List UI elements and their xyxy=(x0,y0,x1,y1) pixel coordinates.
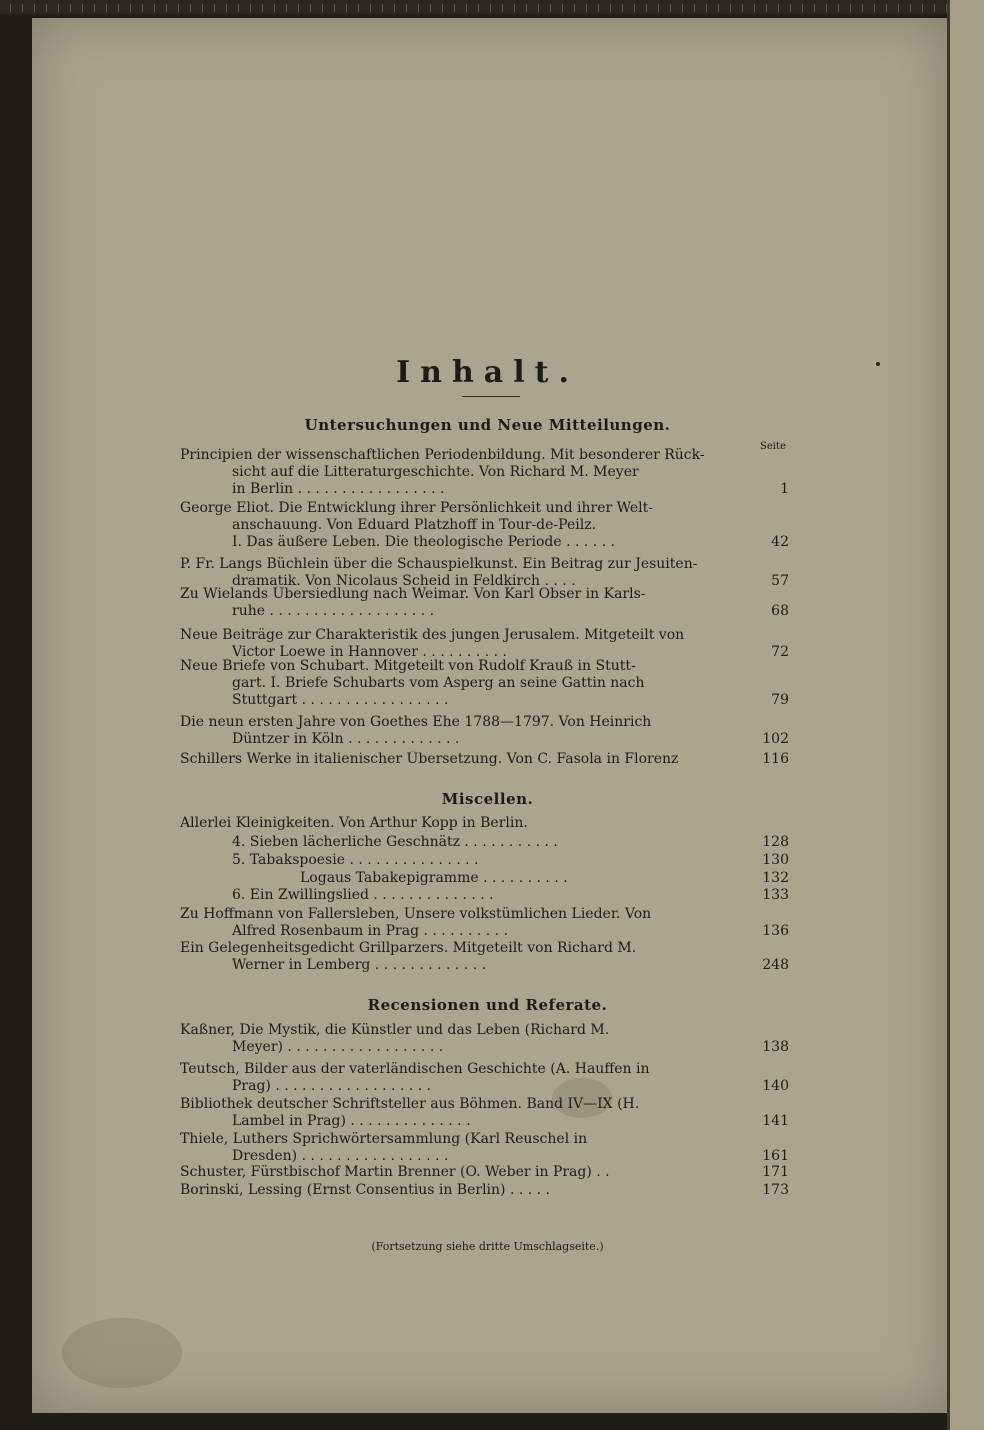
ruler-tick xyxy=(586,4,587,12)
ruler-tick xyxy=(322,4,323,12)
toc-entry xyxy=(180,870,795,887)
ruler-tick xyxy=(394,4,395,12)
page-title: Inhalt. xyxy=(396,355,579,390)
ruler-tick xyxy=(706,4,707,12)
toc-entry-line: dramatik. Von Nicolaus Scheid in Feldkirch . . . . xyxy=(232,573,576,589)
ruler-tick xyxy=(238,4,239,12)
ruler-tick xyxy=(898,4,899,12)
title-rule xyxy=(462,396,520,397)
ruler-tick xyxy=(10,4,11,12)
ruler-tick xyxy=(874,4,875,12)
toc-entry-line: P. Fr. Langs Büchlein über die Schauspielkunst. Ein Beitrag zur Jesuiten- xyxy=(180,556,698,572)
toc-entry xyxy=(180,447,795,498)
ruler-tick xyxy=(670,4,671,12)
ruler-tick xyxy=(514,4,515,12)
ruler-tick xyxy=(430,4,431,12)
toc-page-number: 72 xyxy=(771,644,789,660)
scanner-ruler xyxy=(0,0,984,14)
toc-entry xyxy=(180,658,795,709)
toc-entry-line: 5. Tabakspoesie . . . . . . . . . . . . . . . xyxy=(232,852,479,868)
toc-page-number: 132 xyxy=(762,870,789,886)
toc-entry-line: Die neun ersten Jahre von Goethes Ehe 1788—1797. Von Heinrich xyxy=(180,714,652,730)
toc-entry-line: Logaus Tabakepigramme . . . . . . . . . . xyxy=(300,870,568,886)
toc-entry-line: anschauung. Von Eduard Platzhoff in Tour-de-Peilz. xyxy=(232,517,597,533)
toc-page-number: 141 xyxy=(762,1113,789,1129)
ruler-tick xyxy=(802,4,803,12)
ruler-tick xyxy=(526,4,527,12)
ruler-tick xyxy=(214,4,215,12)
ruler-tick xyxy=(334,4,335,12)
toc-page-number: 116 xyxy=(762,751,789,767)
ruler-tick xyxy=(346,4,347,12)
toc-page-number: 173 xyxy=(762,1182,789,1198)
ruler-tick xyxy=(154,4,155,12)
toc-entry-line: 4. Sieben lächerliche Geschnätz . . . . . . . . . . . xyxy=(232,834,558,850)
ruler-tick xyxy=(622,4,623,12)
toc-entry-line: Schuster, Fürstbischof Martin Brenner (O. Weber in Prag) . . xyxy=(180,1164,610,1180)
ruler-tick xyxy=(358,4,359,12)
ruler-tick xyxy=(406,4,407,12)
toc-page-number: 161 xyxy=(762,1148,789,1164)
ruler-tick xyxy=(370,4,371,12)
ruler-tick xyxy=(442,4,443,12)
toc-entry-line: sicht auf die Litteraturgeschichte. Von Richard M. Meyer xyxy=(232,464,639,480)
ruler-tick xyxy=(766,4,767,12)
toc-entry xyxy=(180,1022,795,1056)
ruler-tick xyxy=(754,4,755,12)
toc-entry xyxy=(180,887,795,904)
ruler-tick xyxy=(682,4,683,12)
ruler-tick xyxy=(202,4,203,12)
ruler-tick xyxy=(610,4,611,12)
toc-entry xyxy=(180,852,795,869)
toc-entry xyxy=(180,627,795,661)
toc-entry-line: in Berlin . . . . . . . . . . . . . . . . . xyxy=(232,481,445,497)
toc-page-number: 130 xyxy=(762,852,789,868)
toc-entry-line: Stuttgart . . . . . . . . . . . . . . . . . xyxy=(232,692,449,708)
toc-entry-line: Neue Briefe von Schubart. Mitgeteilt von Rudolf Krauß in Stutt- xyxy=(180,658,636,674)
ruler-tick xyxy=(178,4,179,12)
page-column-label: Seite xyxy=(760,441,786,452)
ruler-tick xyxy=(418,4,419,12)
toc-entry-line: ruhe . . . . . . . . . . . . . . . . . . . xyxy=(232,603,435,619)
ruler-tick xyxy=(502,4,503,12)
section-heading: Miscellen. xyxy=(441,790,534,808)
toc-entry xyxy=(180,751,795,768)
continuation-note: (Fortsetzung siehe dritte Umschlagseite.) xyxy=(371,1240,604,1253)
toc-entry xyxy=(180,1164,795,1181)
ruler-tick xyxy=(850,4,851,12)
ruler-tick xyxy=(262,4,263,12)
toc-page-number: 171 xyxy=(762,1164,789,1180)
ruler-tick xyxy=(382,4,383,12)
toc-entry xyxy=(180,1061,795,1095)
toc-entry-line: Ein Gelegenheitsgedicht Grillparzers. Mitgeteilt von Richard M. xyxy=(180,940,637,956)
ruler-tick xyxy=(34,4,35,12)
ruler-tick xyxy=(142,4,143,12)
toc-entry xyxy=(180,1131,795,1165)
toc-entry xyxy=(180,714,795,748)
ruler-tick xyxy=(46,4,47,12)
toc-entry xyxy=(180,834,795,851)
toc-entry-line: Dresden) . . . . . . . . . . . . . . . . . xyxy=(232,1148,449,1164)
toc-entry-line: Lambel in Prag) . . . . . . . . . . . . . . xyxy=(232,1113,471,1129)
toc-page-number: 42 xyxy=(771,534,789,550)
toc-entry xyxy=(180,1182,795,1199)
toc-entry-line: I. Das äußere Leben. Die theologische Periode . . . . . . xyxy=(232,534,616,550)
section-heading: Untersuchungen und Neue Mitteilungen. xyxy=(304,416,671,434)
ruler-tick xyxy=(58,4,59,12)
toc-page-number: 68 xyxy=(771,603,789,619)
adjacent-page-strip xyxy=(950,0,984,1430)
ruler-tick xyxy=(646,4,647,12)
toc-entry-line: Zu Wielands Übersiedlung nach Weimar. Von Karl Obser in Karls- xyxy=(180,586,646,602)
toc-page-number: 140 xyxy=(762,1078,789,1094)
toc-page-number: 1 xyxy=(780,481,789,497)
toc-entry xyxy=(180,1096,795,1130)
ruler-tick xyxy=(598,4,599,12)
toc-entry xyxy=(180,815,795,832)
ruler-tick xyxy=(730,4,731,12)
toc-entry-line: Principien der wissenschaftlichen Periodenbildung. Mit besonderer Rück- xyxy=(180,447,705,463)
toc-page-number: 248 xyxy=(762,957,789,973)
toc-entry-line: Zu Hoffmann von Fallersleben, Unsere volkstümlichen Lieder. Von xyxy=(180,906,652,922)
toc-entry-line: Borinski, Lessing (Ernst Consentius in Berlin) . . . . . xyxy=(180,1182,551,1198)
ruler-tick xyxy=(274,4,275,12)
toc-entry xyxy=(180,556,795,590)
toc-entry-line: Victor Loewe in Hannover . . . . . . . . . . xyxy=(232,644,507,660)
ruler-tick xyxy=(574,4,575,12)
ruler-tick xyxy=(718,4,719,12)
ruler-tick xyxy=(94,4,95,12)
ruler-tick xyxy=(742,4,743,12)
ruler-tick xyxy=(634,4,635,12)
toc-page-number: 128 xyxy=(762,834,789,850)
toc-entry-line: Kaßner, Die Mystik, die Künstler und das Leben (Richard M. xyxy=(180,1022,610,1038)
ruler-tick xyxy=(562,4,563,12)
toc-entry-line: Werner in Lemberg . . . . . . . . . . . . . xyxy=(232,957,487,973)
toc-entry xyxy=(180,940,795,974)
toc-entry xyxy=(180,500,795,551)
toc-entry-line: Thiele, Luthers Sprichwörtersammlung (Karl Reuschel in xyxy=(180,1131,588,1147)
toc-entry-line: 6. Ein Zwillingslied . . . . . . . . . . . . . . xyxy=(232,887,494,903)
ruler-tick xyxy=(790,4,791,12)
toc-page-number: 57 xyxy=(771,573,789,589)
ruler-tick xyxy=(310,4,311,12)
ruler-tick xyxy=(550,4,551,12)
toc-entry-line: Teutsch, Bilder aus der vaterländischen Geschichte (A. Hauffen in xyxy=(180,1061,650,1077)
ruler-tick xyxy=(934,4,935,12)
toc-entry-line: Allerlei Kleinigkeiten. Von Arthur Kopp in Berlin. xyxy=(180,815,528,831)
ink-dot xyxy=(876,362,880,366)
section-heading: Recensionen und Referate. xyxy=(367,996,608,1014)
toc-entry-line: Schillers Werke in italienischer Übersetzung. Von C. Fasola in Florenz xyxy=(180,751,679,767)
ruler-tick xyxy=(778,4,779,12)
ruler-tick xyxy=(694,4,695,12)
toc-entry-line: Prag) . . . . . . . . . . . . . . . . . . xyxy=(232,1078,432,1094)
ruler-tick xyxy=(190,4,191,12)
ruler-tick xyxy=(478,4,479,12)
ruler-tick xyxy=(658,4,659,12)
ruler-tick xyxy=(454,4,455,12)
ruler-tick xyxy=(466,4,467,12)
ruler-tick xyxy=(22,4,23,12)
toc-page-number: 133 xyxy=(762,887,789,903)
ruler-tick xyxy=(286,4,287,12)
toc-entry-line: Bibliothek deutscher Schriftsteller aus Böhmen. Band IV—IX (H. xyxy=(180,1096,640,1112)
ruler-tick xyxy=(886,4,887,12)
ruler-tick xyxy=(130,4,131,12)
ruler-tick xyxy=(922,4,923,12)
ruler-tick xyxy=(70,4,71,12)
toc-entry xyxy=(180,906,795,940)
ruler-tick xyxy=(82,4,83,12)
ruler-tick xyxy=(226,4,227,12)
ruler-tick xyxy=(298,4,299,12)
toc-page-number: 136 xyxy=(762,923,789,939)
ruler-tick xyxy=(106,4,107,12)
ruler-tick xyxy=(838,4,839,12)
paper-stain xyxy=(62,1318,182,1388)
ruler-tick xyxy=(814,4,815,12)
ruler-tick xyxy=(166,4,167,12)
ruler-tick xyxy=(862,4,863,12)
toc-entry-line: Alfred Rosenbaum in Prag . . . . . . . . . . xyxy=(232,923,509,939)
ruler-tick xyxy=(490,4,491,12)
ruler-tick xyxy=(538,4,539,12)
toc-entry-line: George Eliot. Die Entwicklung ihrer Persönlichkeit und ihrer Welt- xyxy=(180,500,653,516)
toc-page-number: 79 xyxy=(771,692,789,708)
toc-page-number: 138 xyxy=(762,1039,789,1055)
toc-entry xyxy=(180,586,795,620)
ruler-tick xyxy=(826,4,827,12)
toc-entry-line: Düntzer in Köln . . . . . . . . . . . . . xyxy=(232,731,460,747)
ruler-tick xyxy=(118,4,119,12)
toc-entry-line: Meyer) . . . . . . . . . . . . . . . . . . xyxy=(232,1039,444,1055)
toc-entry-line: gart. I. Briefe Schubarts vom Asperg an seine Gattin nach xyxy=(232,675,645,691)
ruler-tick xyxy=(910,4,911,12)
toc-entry-line: Neue Beiträge zur Charakteristik des jungen Jerusalem. Mitgeteilt von xyxy=(180,627,685,643)
toc-page-number: 102 xyxy=(762,731,789,747)
ruler-tick xyxy=(250,4,251,12)
